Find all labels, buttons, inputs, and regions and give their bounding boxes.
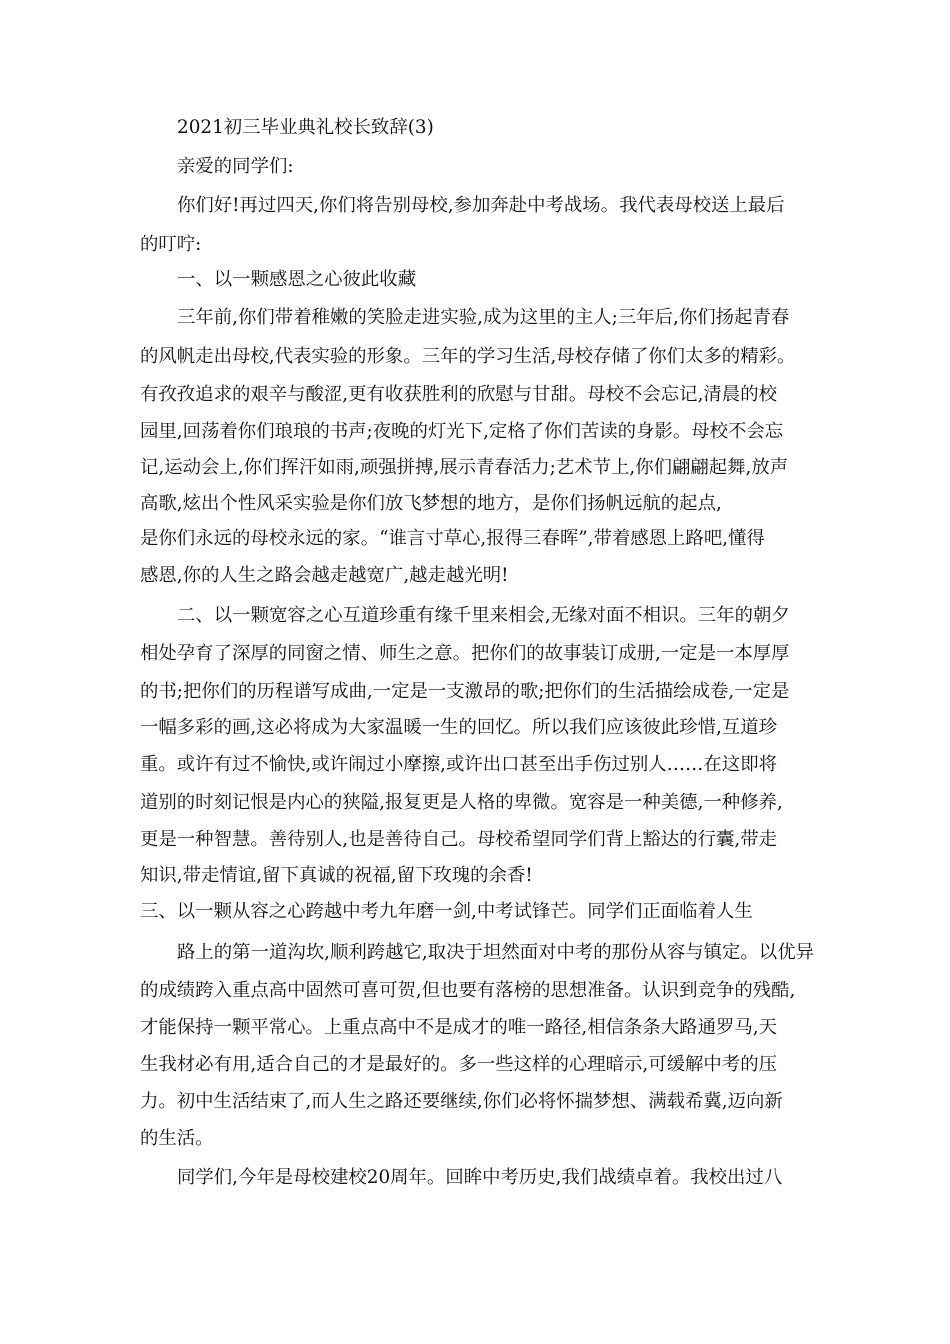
text-line: 才能保持一颗平常心。上重点高中不是成才的唯一路径,相信条条大路通罗马,天 <box>140 1017 777 1038</box>
text-line: 三年前,你们带着稚嫩的笑脸走进实验,成为这里的主人;三年后,你们扬起青春 <box>177 307 790 328</box>
text-line: 路上的第一道沟坎,顺利跨越它,取决于坦然面对中考的那份从容与镇定。以优异 <box>177 942 814 963</box>
document-title: 2021初三毕业典礼校长致辞(3) <box>177 117 434 138</box>
text-line: 一幅多彩的画,这必将成为大家温暖一生的回忆。所以我们应该彼此珍惜,互道珍 <box>140 717 777 738</box>
text-line: 高歌,炫出个性风采实验是你们放飞梦想的地方，是你们扬帆远航的起点, <box>140 493 722 514</box>
text-line: 三、以一颗从容之心跨越中考九年磨一剑,中考试锋芒。同学们正面临着人生 <box>140 901 753 922</box>
text-line: 的叮咛: <box>140 234 202 255</box>
text-line: 的风帆走出母校,代表实验的形象。三年的学习生活,母校存储了你们太多的精彩。 <box>140 346 796 367</box>
text-line: 相处孕育了深厚的同窗之情、师生之意。把你们的故事装订成册,一定是一本厚厚 <box>140 643 790 664</box>
text-line: 重。或许有过不愉快,或许闹过小摩擦,或许出口甚至出手伤过别人……在这即将 <box>140 754 777 775</box>
text-line: 你们好!再过四天,你们将告别母校,参加奔赴中考战场。我代表母校送上最后 <box>177 195 785 216</box>
text-line: 园里,回荡着你们琅琅的书声;夜晚的灯光下,定格了你们苦读的身影。母校不会忘 <box>140 421 784 442</box>
text-line: 力。初中生活结束了,而人生之路还要继续,你们必将怀揣梦想、满载希冀,迈向新 <box>140 1091 783 1112</box>
text-line: 生我材必有用,适合自己的才是最好的。多一些这样的心理暗示,可缓解中考的压 <box>140 1054 777 1075</box>
text-line: 一、以一颗感恩之心彼此收藏 <box>177 269 417 290</box>
text-line: 道别的时刻记恨是内心的狭隘,报复更是人格的卑微。宽容是一种美德,一种修养, <box>140 792 783 813</box>
text-line: 同学们,今年是母校建校20周年。回眸中考历史,我们战绩卓着。我校出过八 <box>177 1167 783 1188</box>
text-line: 的书;把你们的历程谱写成曲,一定是一支激昂的歌;把你们的生活描绘成卷,一定是 <box>140 681 790 702</box>
text-line: 二、以一颗宽容之心互道珍重有缘千里来相会,无缘对面不相识。三年的朝夕 <box>177 605 790 626</box>
text-line: 记,运动会上,你们挥汗如雨,顽强拼搏,展示青春活力;艺术节上,你们翩翩起舞,放声 <box>140 457 789 478</box>
text-line: 的生活。 <box>140 1128 214 1149</box>
text-line: 是你们永远的母校永远的家。“谁言寸草心,报得三春晖”,带着感恩上路吧,懂得 <box>140 528 765 549</box>
text-line: 更是一种智慧。善待别人,也是善待自己。母校希望同学们背上豁达的行囊,带走 <box>140 829 777 850</box>
text-line: 感恩,你的人生之路会越走越宽广,越走越光明! <box>140 565 509 586</box>
text-line: 亲爱的同学们: <box>177 156 294 177</box>
text-line: 知识,带走情谊,留下真诚的祝福,留下玫瑰的余香! <box>140 865 533 886</box>
text-line: 有孜孜追求的艰辛与酸涩,更有收获胜利的欣慰与甘甜。母校不会忘记,清晨的校 <box>140 384 777 405</box>
text-line: 的成绩跨入重点高中固然可喜可贺,但也要有落榜的思想准备。认识到竞争的残酷, <box>140 980 796 1001</box>
